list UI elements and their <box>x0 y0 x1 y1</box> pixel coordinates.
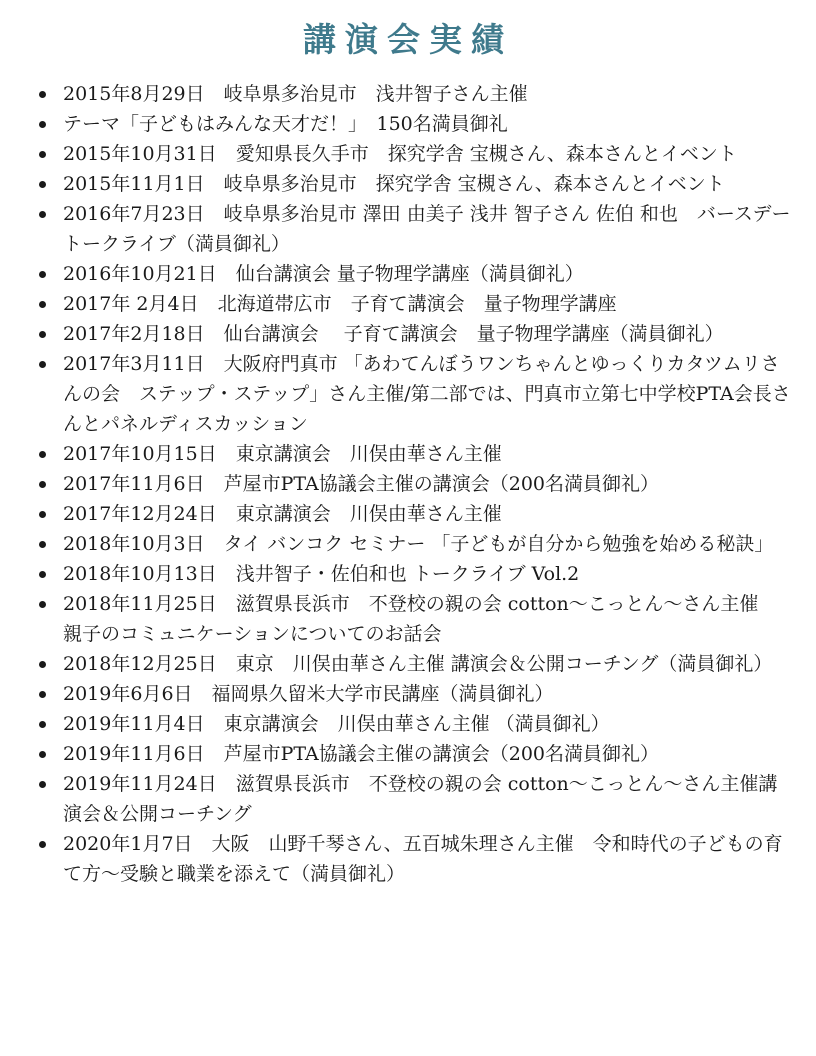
bullet-icon <box>39 451 46 458</box>
list-item <box>63 559 793 589</box>
event-text: 2018年10月13日 浅井智子・佐伯和也 トークライブ Vol.2 <box>63 563 580 585</box>
bullet-icon <box>39 781 46 788</box>
event-text: 2017年 2月4日 北海道帯広市 子育て講演会 量子物理学講座 <box>63 293 617 315</box>
list-item <box>63 169 793 199</box>
bullet-icon <box>39 481 46 488</box>
bullet-icon <box>39 751 46 758</box>
list-item <box>63 589 793 649</box>
list-item <box>63 679 793 709</box>
event-text: 2017年3月11日 大阪府門真市 「あわてんぼうワンちゃんとゆっくりカタツムリさんの会 ステップ・ステップ」さん主催/第二部では、門真市立第七中学校PTA会長さんとパネルディスカッション <box>63 353 791 435</box>
event-text: 2019年6月6日 福岡県久留米大学市民講座（満員御礼） <box>63 683 554 705</box>
list-item <box>63 649 793 679</box>
event-text: テーマ「子どもはみんな天才だ！」 150名満員御礼 <box>63 113 508 135</box>
list-item <box>63 139 793 169</box>
bullet-icon <box>39 271 46 278</box>
event-text: 2018年11月25日 滋賀県長浜市 不登校の親の会 cotton～こっとん～さん主催 親子のコミュニケーションについてのお話会 <box>63 593 778 645</box>
event-text: 2019年11月24日 滋賀県長浜市 不登校の親の会 cotton～こっとん～さん主催講演会＆公開コーチング <box>63 773 778 825</box>
list-item <box>63 439 793 469</box>
event-text: 2015年10月31日 愛知県長久手市 探究学舎 宝槻さん、森本さんとイベント <box>63 143 737 165</box>
bullet-icon <box>39 361 46 368</box>
event-text: 2018年12月25日 東京 川俣由華さん主催 講演会＆公開コーチング（満員御礼） <box>63 653 773 675</box>
bullet-icon <box>39 571 46 578</box>
bullet-icon <box>39 601 46 608</box>
bullet-icon <box>39 211 46 218</box>
bullet-icon <box>39 721 46 728</box>
event-text: 2019年11月4日 東京講演会 川俣由華さん主催 （満員御礼） <box>63 713 610 735</box>
list-item <box>63 469 793 499</box>
event-text: 2017年10月15日 東京講演会 川俣由華さん主催 <box>63 443 502 465</box>
page-title: 講演会実績 <box>303 20 513 59</box>
event-text: 2015年8月29日 岐阜県多治見市 浅井智子さん主催 <box>63 83 528 105</box>
event-text: 2017年12月24日 東京講演会 川俣由華さん主催 <box>63 503 502 525</box>
event-text: 2019年11月6日 芦屋市PTA協議会主催の講演会（200名満員御礼） <box>63 743 660 765</box>
event-list <box>63 79 793 889</box>
list-item <box>63 319 793 349</box>
bullet-icon <box>39 841 46 848</box>
event-text: 2017年11月6日 芦屋市PTA協議会主催の講演会（200名満員御礼） <box>63 473 660 495</box>
bullet-icon <box>39 121 46 128</box>
list-item <box>63 499 793 529</box>
bullet-icon <box>39 301 46 308</box>
event-text: 2018年10月3日 タイ バンコク セミナー 「子どもが自分から勉強を始める秘訣」 <box>63 533 774 555</box>
list-item <box>63 709 793 739</box>
list-item <box>63 769 793 829</box>
list-item <box>63 829 793 889</box>
list-item <box>63 529 793 559</box>
list-item <box>63 349 793 439</box>
list-item <box>63 199 793 259</box>
bullet-icon <box>39 541 46 548</box>
event-text: 2020年1月7日 大阪 山野千琴さん、五百城朱理さん主催 令和時代の子どもの育て方～受験と職業を添えて（満員御礼） <box>63 833 783 885</box>
event-text: 2015年11月1日 岐阜県多治見市 探究学舎 宝槻さん、森本さんとイベント <box>63 173 725 195</box>
bullet-icon <box>39 691 46 698</box>
list-item <box>63 109 793 139</box>
list-item <box>63 79 793 109</box>
list-item <box>63 289 793 319</box>
event-text: 2017年2月18日 仙台講演会 子育て講演会 量子物理学講座（満員御礼） <box>63 323 724 345</box>
event-text: 2016年7月23日 岐阜県多治見市 澤田 由美子 浅井 智子さん 佐伯 和也 バースデートークライブ（満員御礼） <box>63 203 791 255</box>
bullet-icon <box>39 181 46 188</box>
bullet-icon <box>39 151 46 158</box>
bullet-icon <box>39 91 46 98</box>
bullet-icon <box>39 331 46 338</box>
bullet-icon <box>39 661 46 668</box>
bullet-icon <box>39 511 46 518</box>
list-item <box>63 739 793 769</box>
event-text: 2016年10月21日 仙台講演会 量子物理学講座（満員御礼） <box>63 263 584 285</box>
list-item <box>63 259 793 289</box>
